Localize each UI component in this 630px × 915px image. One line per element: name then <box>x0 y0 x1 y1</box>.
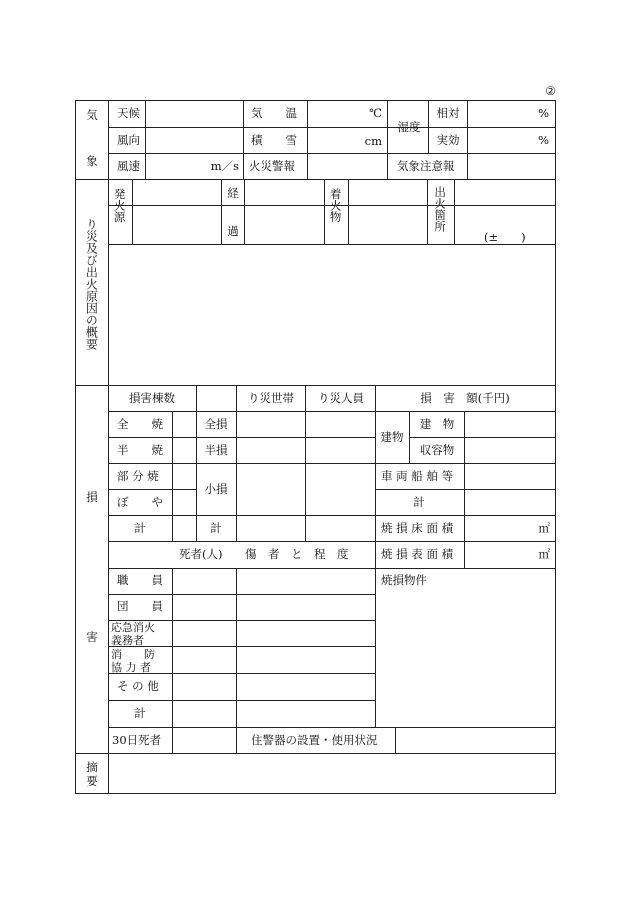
relative-humidity-unit: % <box>538 106 549 120</box>
damage-label-bottom: 害 <box>86 630 98 644</box>
floor-area-label: 焼 損 床 面 積 <box>381 521 454 535</box>
injured-degree-header: 傷 者 と 程 度 <box>245 547 349 561</box>
floor-area-unit: ㎡ <box>538 521 550 535</box>
fire-warning-label: 火災警報 <box>249 159 295 173</box>
first-ignited-label: 着火物 <box>328 188 343 223</box>
affected-households-header: り災世帯 <box>248 391 294 405</box>
effective-humidity-label: 実効 <box>436 133 460 147</box>
vehicles-ships-label: 車 両 船 舶 等 <box>381 469 454 483</box>
burned-property-label: 焼損物件 <box>381 573 427 587</box>
half-burn-label: 半 焼 <box>117 443 163 457</box>
smoke-alarm-status-label: 住警器の設置・使用状況 <box>251 733 378 747</box>
effective-humidity-unit: % <box>538 133 549 147</box>
affected-persons-header: り災人員 <box>318 391 364 405</box>
emergency-obligor-label-1: 応急消火 <box>111 621 155 634</box>
amount-total-label: 計 <box>413 495 425 509</box>
deaths-header: 死者(人) <box>179 547 223 561</box>
weather-label-top: 気 <box>86 108 98 122</box>
ignition-source-label: 発火源 <box>112 188 127 223</box>
total-loss-label: 全損 <box>204 417 228 431</box>
fire-report-form <box>75 100 556 794</box>
total-burn-label: 全 焼 <box>117 417 163 431</box>
weather-label-bottom: 象 <box>86 154 98 168</box>
surface-area-label: 焼 損 表 面 積 <box>381 547 454 561</box>
fire-cooperator-label-2: 協 力 者 <box>111 661 151 674</box>
damage-label-top: 損 <box>86 490 98 504</box>
wind-direction-label: 風向 <box>117 133 140 147</box>
fire-cooperator-label-1: 消 防 <box>111 648 155 661</box>
thirty-day-deaths-label: 30日死者 <box>112 733 162 747</box>
wind-speed-label: 風速 <box>117 159 140 173</box>
building-label: 建 物 <box>419 417 455 431</box>
damaged-buildings-header: 損害棟数 <box>129 391 175 405</box>
building-group-label: 建物 <box>380 430 404 444</box>
snowfall-label: 積 雪 <box>251 133 297 147</box>
summary-label-top: 摘 <box>86 760 98 774</box>
partial-burn-label: 部 分 焼 <box>117 469 159 483</box>
humidity-label: 湿度 <box>397 120 421 134</box>
minor-fire-label: ぼ や <box>117 495 163 509</box>
cause-section-label: り災及び出火原因の概要 <box>84 218 99 350</box>
process-label-top: 経 <box>227 186 239 200</box>
minor-loss-label: 小損 <box>204 482 228 496</box>
fire-corps-label: 団 員 <box>117 599 163 613</box>
origin-coordinate: (± ) <box>484 230 526 244</box>
others-label: そ の 他 <box>117 679 159 693</box>
snowfall-unit: cm <box>364 134 382 148</box>
temperature-unit: ℃ <box>369 106 382 120</box>
weather-advisory-label: 気象注意報 <box>397 159 455 173</box>
page-number: ② <box>545 84 556 98</box>
summary-field[interactable] <box>109 754 555 793</box>
relative-humidity-label: 相対 <box>436 106 460 120</box>
summary-label-bottom: 要 <box>86 774 98 788</box>
buildings-total-label: 計 <box>134 521 146 535</box>
weather-tenki-label: 天候 <box>117 106 140 120</box>
process-label-bottom: 過 <box>227 224 239 238</box>
contents-label: 収容物 <box>419 443 455 457</box>
origin-point-label: 出火箇所 <box>433 186 448 232</box>
emergency-obligor-label-2: 義務者 <box>111 634 144 647</box>
casualties-total-label: 計 <box>134 706 146 720</box>
surface-area-unit: ㎡ <box>538 547 550 561</box>
loss-total-label: 計 <box>210 521 222 535</box>
damage-amount-header: 損 害 額(千円) <box>420 391 510 405</box>
wind-speed-unit: m／s <box>210 159 239 173</box>
temperature-label: 気 温 <box>251 106 297 120</box>
half-loss-label: 半損 <box>204 443 228 457</box>
staff-label: 職 員 <box>117 573 163 587</box>
